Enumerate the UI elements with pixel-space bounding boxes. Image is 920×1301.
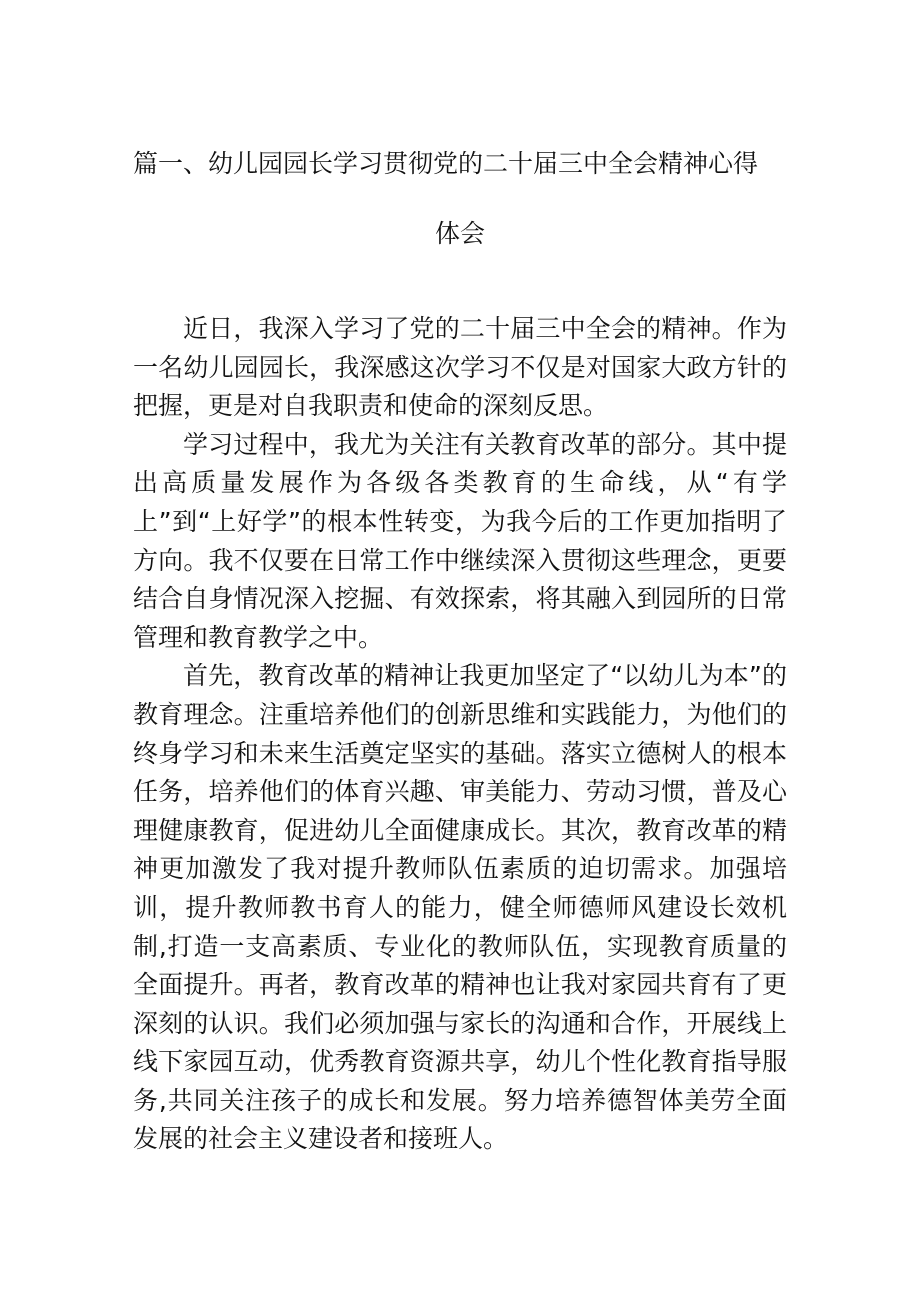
document-title: 篇一、幼儿园园长学习贯彻党的二十届三中全会精神心得	[133, 149, 759, 178]
paragraph-intro: 近日，我深入学习了党的二十届三中全会的精神。作为一名幼儿园园长，我深感这次学习不仅是对国家大政方针的把握，更是对自我职责和使命的深刻反思。	[133, 314, 787, 421]
paragraph-reform-reflections: 首先，教育改革的精神让我更加坚定了“以幼儿为本”的教育理念。注重培养他们的创新思维和实践能力，为他们的终身学习和未来生活奠定坚实的基础。落实立德树人的根本任务，培养他们的体育兴趣、审美能力、劳动习惯，普及心理健康教育，促进幼儿全面健康成长。其次，教育改革的精神更加激发了我对提升教师队伍素质的迫切需求。加强培训，提升教师教书育人的能力，健全师德师风建设长效机制,打造一支高素质、专业化的教师队伍，实现教育质量的全面提升。再者，教育改革的精神也让我对家园共育有了更深刻的认识。我们必须加强与家长的沟通和合作，开展线上线下家园互动，优秀教育资源共享，幼儿个性化教育指导服务,共同关注孩子的成长和发展。努力培养德智体美劳全面发展的社会主义建设者和接班人。	[133, 661, 787, 1154]
paragraph-learning-process: 学习过程中，我尤为关注有关教育改革的部分。其中提出高质量发展作为各级各类教育的生命线，从“有学上”到“上好学”的根本性转变，为我今后的工作更加指明了方向。我不仅要在日常工作中继续深入贯彻这些理念，更要结合自身情况深入挖掘、有效探索，将其融入到园所的日常管理和教育教学之中。	[133, 429, 787, 652]
document-title-continuation: 体会	[434, 219, 485, 248]
document-body	[133, 310, 787, 1159]
